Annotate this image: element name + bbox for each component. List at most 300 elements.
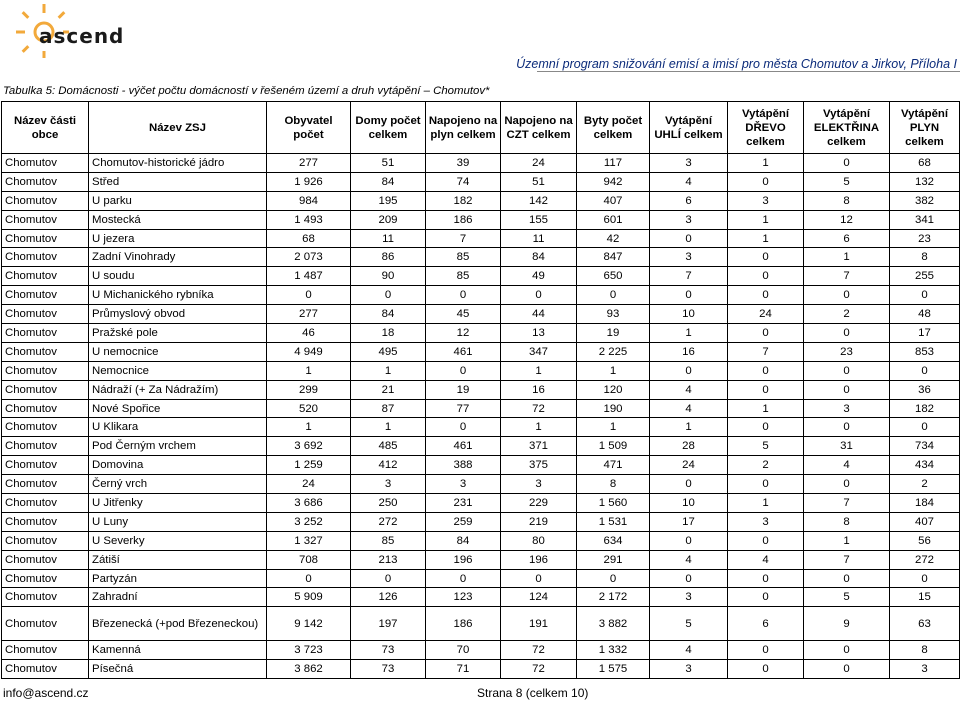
table-cell: Chomutov-historické jádro <box>89 154 267 173</box>
table-cell: 1 327 <box>267 531 351 550</box>
table-row <box>2 418 960 437</box>
table-cell: Pražské pole <box>89 324 267 343</box>
table-cell: 4 <box>650 399 728 418</box>
table-cell: 9 142 <box>267 607 351 641</box>
table-cell: Chomutov <box>2 154 89 173</box>
table-cell: 2 172 <box>577 588 650 607</box>
table-cell: 19 <box>577 324 650 343</box>
table-row <box>2 641 960 660</box>
table-cell: 3 <box>650 248 728 267</box>
table-cell: 0 <box>804 324 890 343</box>
table-cell: 80 <box>501 531 577 550</box>
table-cell: 0 <box>728 324 804 343</box>
table-cell: 1 531 <box>577 512 650 531</box>
table-cell: 0 <box>728 267 804 286</box>
table-row <box>2 267 960 286</box>
table-cell: 634 <box>577 531 650 550</box>
table-cell: 371 <box>501 437 577 456</box>
col-header: Název ZSJ <box>89 102 267 154</box>
table-cell: 3 <box>650 154 728 173</box>
table-cell: Chomutov <box>2 418 89 437</box>
table-cell: 24 <box>267 475 351 494</box>
table-cell: Chomutov <box>2 361 89 380</box>
table-cell: Chomutov <box>2 607 89 641</box>
table-cell: 7 <box>804 494 890 513</box>
table-cell: 299 <box>267 380 351 399</box>
table-cell: 1 <box>501 418 577 437</box>
table-cell: 2 <box>890 475 960 494</box>
table-cell: 0 <box>426 418 501 437</box>
table-cell: 0 <box>728 475 804 494</box>
table-cell: 1 <box>728 210 804 229</box>
table-cell: 347 <box>501 342 577 361</box>
table-cell: 63 <box>890 607 960 641</box>
table-cell: 8 <box>890 641 960 660</box>
table-cell: 9 <box>804 607 890 641</box>
table-cell: 182 <box>890 399 960 418</box>
table-cell: 51 <box>501 172 577 191</box>
table-row <box>2 588 960 607</box>
table-cell: 229 <box>501 494 577 513</box>
table-cell: 3 <box>650 660 728 679</box>
table-cell: 0 <box>351 286 426 305</box>
table-cell: Chomutov <box>2 324 89 343</box>
table-cell: 0 <box>804 418 890 437</box>
table-cell: 3 723 <box>267 641 351 660</box>
table-cell: 23 <box>890 229 960 248</box>
table-cell: 3 <box>650 588 728 607</box>
table-cell: 471 <box>577 456 650 475</box>
table-cell: 0 <box>728 531 804 550</box>
table-cell: 117 <box>577 154 650 173</box>
table-cell: 21 <box>351 380 426 399</box>
table-cell: 8 <box>890 248 960 267</box>
table-cell: Černý vrch <box>89 475 267 494</box>
col-header: Vytápění UHLÍ celkem <box>650 102 728 154</box>
table-cell: Chomutov <box>2 399 89 418</box>
table-caption: Tabulka 5: Domácnosti - výčet počtu domácností v řešeném území a druh vytápění – Chomutov* <box>3 85 490 97</box>
table-cell: Chomutov <box>2 475 89 494</box>
table-cell: 0 <box>650 286 728 305</box>
table-cell: Písečná <box>89 660 267 679</box>
footer-email: info@ascend.cz <box>3 686 89 700</box>
table-cell: 74 <box>426 172 501 191</box>
table-row <box>2 380 960 399</box>
table-cell: 3 <box>650 210 728 229</box>
table-cell: 461 <box>426 437 501 456</box>
table-row <box>2 324 960 343</box>
table-cell: 190 <box>577 399 650 418</box>
table-cell: 84 <box>351 172 426 191</box>
table-cell: 191 <box>501 607 577 641</box>
table-cell: Chomutov <box>2 191 89 210</box>
table-cell: Chomutov <box>2 210 89 229</box>
table-row <box>2 248 960 267</box>
table-cell: 93 <box>577 305 650 324</box>
table-cell: 132 <box>890 172 960 191</box>
table-cell: 186 <box>426 210 501 229</box>
table-cell: 0 <box>804 475 890 494</box>
table-cell: 71 <box>426 660 501 679</box>
table-cell: 0 <box>728 418 804 437</box>
table-cell: 36 <box>890 380 960 399</box>
table-row <box>2 550 960 569</box>
table-cell: 13 <box>501 324 577 343</box>
table-cell: 7 <box>728 342 804 361</box>
table-cell: 5 <box>804 588 890 607</box>
table-cell: 0 <box>728 641 804 660</box>
table-cell: 51 <box>351 154 426 173</box>
table-cell: U Luny <box>89 512 267 531</box>
table-cell: 0 <box>351 569 426 588</box>
table-cell: U soudu <box>89 267 267 286</box>
table-cell: U jezera <box>89 229 267 248</box>
table-cell: 3 862 <box>267 660 351 679</box>
table-cell: 0 <box>728 248 804 267</box>
table-cell: 1 <box>728 154 804 173</box>
table-cell: 520 <box>267 399 351 418</box>
table-cell: 0 <box>728 172 804 191</box>
table-cell: Zahradní <box>89 588 267 607</box>
table-cell: 24 <box>501 154 577 173</box>
table-cell: Pod Černým vrchem <box>89 437 267 456</box>
header-divider <box>537 71 960 72</box>
table-cell: 18 <box>351 324 426 343</box>
table-cell: 8 <box>804 512 890 531</box>
table-cell: Průmyslový obvod <box>89 305 267 324</box>
table-cell: 291 <box>577 550 650 569</box>
table-row <box>2 399 960 418</box>
table-cell: Chomutov <box>2 569 89 588</box>
table-cell: 48 <box>890 305 960 324</box>
table-row <box>2 210 960 229</box>
table-cell: 70 <box>426 641 501 660</box>
table-row <box>2 342 960 361</box>
table-row <box>2 154 960 173</box>
table-cell: Chomutov <box>2 494 89 513</box>
table-cell: 407 <box>577 191 650 210</box>
table-cell: 2 <box>804 305 890 324</box>
table-row <box>2 475 960 494</box>
table-cell: 142 <box>501 191 577 210</box>
table-cell: 0 <box>426 569 501 588</box>
table-cell: 90 <box>351 267 426 286</box>
table-cell: Mostecká <box>89 210 267 229</box>
table-cell: 3 <box>426 475 501 494</box>
table-cell: 461 <box>426 342 501 361</box>
table-row <box>2 305 960 324</box>
table-cell: 0 <box>728 569 804 588</box>
table-cell: 382 <box>890 191 960 210</box>
table-cell: 196 <box>501 550 577 569</box>
table-cell: 56 <box>890 531 960 550</box>
table-cell: 11 <box>501 229 577 248</box>
table-cell: 1 <box>804 248 890 267</box>
table-cell: 650 <box>577 267 650 286</box>
table-cell: 272 <box>351 512 426 531</box>
table-cell: 195 <box>351 191 426 210</box>
table-cell: 17 <box>650 512 728 531</box>
table-row <box>2 286 960 305</box>
table-cell: Chomutov <box>2 660 89 679</box>
table-cell: 219 <box>501 512 577 531</box>
table-cell: 4 949 <box>267 342 351 361</box>
table-cell: 0 <box>804 154 890 173</box>
table-cell: 84 <box>426 531 501 550</box>
table-cell: 120 <box>577 380 650 399</box>
table-cell: 6 <box>650 191 728 210</box>
table-cell: 1 509 <box>577 437 650 456</box>
table-cell: Nové Spořice <box>89 399 267 418</box>
table-cell: 0 <box>650 531 728 550</box>
table-cell: Partyzán <box>89 569 267 588</box>
table-cell: 1 493 <box>267 210 351 229</box>
table-cell: 0 <box>501 569 577 588</box>
table-cell: 77 <box>426 399 501 418</box>
table-cell: 45 <box>426 305 501 324</box>
table-cell: Nemocnice <box>89 361 267 380</box>
footer-page-number: Strana 8 (celkem 10) <box>477 686 589 700</box>
table-header-row <box>2 102 960 154</box>
table-cell: 0 <box>890 569 960 588</box>
table-cell: 196 <box>426 550 501 569</box>
table-cell: 0 <box>577 286 650 305</box>
table-cell: 6 <box>728 607 804 641</box>
table-cell: 341 <box>890 210 960 229</box>
table-cell: 0 <box>804 660 890 679</box>
col-header: Vytápění PLYN celkem <box>890 102 960 154</box>
table-cell: 4 <box>650 380 728 399</box>
table-cell: 1 <box>267 361 351 380</box>
table-cell: 0 <box>650 229 728 248</box>
table-cell: 0 <box>267 569 351 588</box>
table-cell: U parku <box>89 191 267 210</box>
table-cell: Chomutov <box>2 641 89 660</box>
table-cell: 259 <box>426 512 501 531</box>
table-cell: 16 <box>501 380 577 399</box>
table-cell: 123 <box>426 588 501 607</box>
table-row <box>2 456 960 475</box>
table-cell: 0 <box>890 361 960 380</box>
table-cell: 4 <box>728 550 804 569</box>
table-cell: Zadní Vinohrady <box>89 248 267 267</box>
table-cell: 3 <box>351 475 426 494</box>
table-cell: 601 <box>577 210 650 229</box>
table-cell: 39 <box>426 154 501 173</box>
table-row <box>2 172 960 191</box>
table-cell: 10 <box>650 494 728 513</box>
table-cell: U Jitřenky <box>89 494 267 513</box>
table-cell: 1 926 <box>267 172 351 191</box>
table-cell: 12 <box>804 210 890 229</box>
table-cell: 15 <box>890 588 960 607</box>
table-cell: 11 <box>351 229 426 248</box>
table-cell: Chomutov <box>2 437 89 456</box>
table-row <box>2 361 960 380</box>
table-cell: U Severky <box>89 531 267 550</box>
table-cell: 0 <box>267 286 351 305</box>
table-cell: Kamenná <box>89 641 267 660</box>
table-cell: 6 <box>804 229 890 248</box>
table-cell: 8 <box>577 475 650 494</box>
table-cell: 4 <box>650 172 728 191</box>
table-cell: Chomutov <box>2 229 89 248</box>
table-cell: 24 <box>650 456 728 475</box>
table-cell: 4 <box>650 550 728 569</box>
table-cell: 0 <box>804 569 890 588</box>
table-cell: 853 <box>890 342 960 361</box>
table-cell: 434 <box>890 456 960 475</box>
table-cell: 1 487 <box>267 267 351 286</box>
table-cell: 17 <box>890 324 960 343</box>
table-row <box>2 437 960 456</box>
table-cell: 1 <box>351 418 426 437</box>
table-cell: 42 <box>577 229 650 248</box>
table-cell: 3 <box>804 399 890 418</box>
table-cell: 1 575 <box>577 660 650 679</box>
table-cell: 495 <box>351 342 426 361</box>
table-cell: 485 <box>351 437 426 456</box>
table-cell: 24 <box>728 305 804 324</box>
table-cell: 277 <box>267 154 351 173</box>
table-cell: 28 <box>650 437 728 456</box>
table-cell: 1 332 <box>577 641 650 660</box>
table-cell: 0 <box>501 286 577 305</box>
table-cell: 0 <box>890 418 960 437</box>
table-cell: 847 <box>577 248 650 267</box>
table-cell: Chomutov <box>2 172 89 191</box>
table-cell: 68 <box>890 154 960 173</box>
logo-wordmark: ascend <box>39 24 125 48</box>
table-cell: 375 <box>501 456 577 475</box>
table-cell: 7 <box>426 229 501 248</box>
table-cell: 3 <box>890 660 960 679</box>
table-cell: 84 <box>501 248 577 267</box>
table-cell: 7 <box>804 267 890 286</box>
table-cell: 1 <box>650 418 728 437</box>
table-cell: 0 <box>728 380 804 399</box>
table-cell: 1 <box>728 399 804 418</box>
table-cell: 213 <box>351 550 426 569</box>
table-cell: 3 692 <box>267 437 351 456</box>
col-header: Název části obce <box>2 102 89 154</box>
table-cell: 7 <box>804 550 890 569</box>
table-cell: 5 <box>650 607 728 641</box>
table-cell: 0 <box>804 286 890 305</box>
table-cell: 85 <box>426 267 501 286</box>
table-cell: 1 <box>267 418 351 437</box>
table-cell: 23 <box>804 342 890 361</box>
table-cell: 87 <box>351 399 426 418</box>
table-cell: Chomutov <box>2 342 89 361</box>
table-cell: 0 <box>426 286 501 305</box>
table-cell: 4 <box>650 641 728 660</box>
table-cell: U Klikara <box>89 418 267 437</box>
table-cell: 3 252 <box>267 512 351 531</box>
table-cell: 0 <box>804 380 890 399</box>
table-cell: 0 <box>728 361 804 380</box>
table-cell: 250 <box>351 494 426 513</box>
table-cell: 31 <box>804 437 890 456</box>
table-cell: 46 <box>267 324 351 343</box>
table-row <box>2 191 960 210</box>
table-cell: Chomutov <box>2 267 89 286</box>
households-table <box>1 101 960 679</box>
table-cell: 126 <box>351 588 426 607</box>
table-row <box>2 494 960 513</box>
table-cell: 155 <box>501 210 577 229</box>
table-cell: Chomutov <box>2 248 89 267</box>
table-cell: U nemocnice <box>89 342 267 361</box>
table-cell: 3 <box>728 191 804 210</box>
table-row <box>2 229 960 248</box>
table-row <box>2 512 960 531</box>
table-cell: Chomutov <box>2 550 89 569</box>
table-cell: 72 <box>501 399 577 418</box>
table-cell: 1 <box>650 324 728 343</box>
table-cell: 0 <box>650 361 728 380</box>
table-cell: Březenecká (+pod Březeneckou) <box>89 607 267 641</box>
table-cell: 734 <box>890 437 960 456</box>
table-cell: 209 <box>351 210 426 229</box>
table-cell: 255 <box>890 267 960 286</box>
table-cell: 0 <box>804 361 890 380</box>
table-cell: 5 <box>728 437 804 456</box>
table-cell: Nádraží (+ Za Nádražím) <box>89 380 267 399</box>
table-cell: 0 <box>728 660 804 679</box>
col-header: Napojeno na plyn celkem <box>426 102 501 154</box>
table-cell: 3 686 <box>267 494 351 513</box>
table-cell: 10 <box>650 305 728 324</box>
table-cell: 86 <box>351 248 426 267</box>
col-header: Vytápění ELEKTŘINA celkem <box>804 102 890 154</box>
table-cell: 49 <box>501 267 577 286</box>
table-cell: 0 <box>577 569 650 588</box>
table-cell: Chomutov <box>2 531 89 550</box>
table-cell: 4 <box>804 456 890 475</box>
table-cell: 184 <box>890 494 960 513</box>
table-cell: 85 <box>351 531 426 550</box>
table-cell: 84 <box>351 305 426 324</box>
table-cell: 1 259 <box>267 456 351 475</box>
table-cell: 2 225 <box>577 342 650 361</box>
table-cell: 407 <box>890 512 960 531</box>
table-cell: U Michanického rybníka <box>89 286 267 305</box>
table-cell: 1 <box>804 531 890 550</box>
table-cell: 16 <box>650 342 728 361</box>
table-cell: 73 <box>351 641 426 660</box>
table-cell: 0 <box>890 286 960 305</box>
table-cell: Chomutov <box>2 512 89 531</box>
table-row <box>2 569 960 588</box>
table-cell: Chomutov <box>2 286 89 305</box>
table-cell: Chomutov <box>2 456 89 475</box>
table-cell: 182 <box>426 191 501 210</box>
table-cell: 44 <box>501 305 577 324</box>
table-cell: 5 909 <box>267 588 351 607</box>
table-cell: 1 <box>728 494 804 513</box>
table-cell: 1 <box>577 418 650 437</box>
col-header: Domy počet celkem <box>351 102 426 154</box>
table-cell: 197 <box>351 607 426 641</box>
table-cell: 388 <box>426 456 501 475</box>
table-cell: 231 <box>426 494 501 513</box>
table-cell: 272 <box>890 550 960 569</box>
table-cell: Chomutov <box>2 305 89 324</box>
table-cell: 3 882 <box>577 607 650 641</box>
table-cell: 73 <box>351 660 426 679</box>
table-cell: 0 <box>804 641 890 660</box>
